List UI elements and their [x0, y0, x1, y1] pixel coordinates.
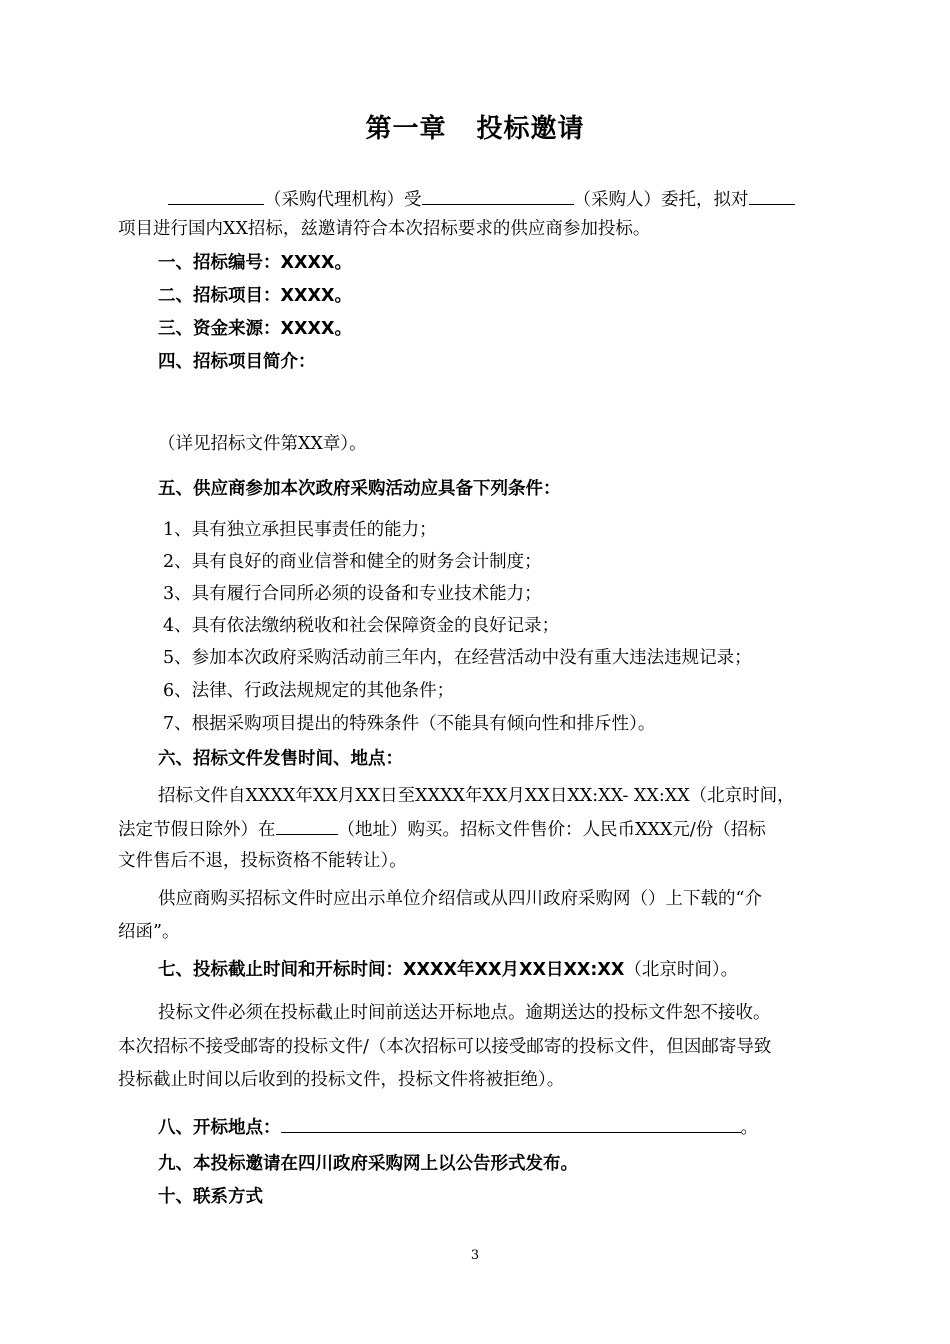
- intro-seg-2: （采购人）委托，拟对: [573, 190, 749, 210]
- page-number: 3: [470, 1248, 480, 1263]
- section-3: 三、资金来源：XXXX。: [158, 319, 352, 339]
- sale-line-2a: 法定节假日除外）在: [118, 820, 276, 840]
- section-5: 五、供应商参加本次政府采购活动应具备下列条件：: [158, 479, 561, 499]
- sale-line-2: [118, 816, 766, 842]
- section-2: 二、招标项目：XXXX。: [158, 286, 352, 306]
- agency-blank: [168, 186, 264, 205]
- address-blank: [276, 816, 338, 835]
- condition-item: 4、具有依法缴纳税收和社会保障资金的良好记录；: [163, 616, 560, 636]
- page-title: [0, 108, 950, 145]
- condition-item: 7、根据采购项目提出的特殊条件（不能具有倾向性和排斥性）。: [163, 714, 656, 734]
- title-chapter: 第一章: [365, 114, 447, 144]
- section-4-note: （详见招标文件第XX章）。: [158, 434, 367, 454]
- deadline-line-2: 本次招标不接受邮寄的投标文件/（本次招标可以接受邮寄的投标文件，但因邮寄导致: [118, 1037, 772, 1057]
- sale-line-5: 绍函”。: [118, 922, 180, 942]
- intro-seg-1: （采购代理机构）受: [264, 190, 422, 210]
- section-6: 六、招标文件发售时间、地点：: [158, 749, 403, 769]
- purchaser-blank: [422, 186, 574, 205]
- section-9: 九、本投标邀请在四川政府采购网上以公告形式发布。: [158, 1154, 578, 1174]
- condition-item: 3、具有履行合同所必须的设备和专业技术能力；: [163, 584, 542, 604]
- intro-line-1: [168, 186, 795, 212]
- sale-line-1: 招标文件自XXXX年XX月XX日至XXXX年XX月XX日XX:XX- XX:XX（北京时间，: [158, 786, 795, 806]
- section-7-label: 七、投标截止时间和开标时间：XXXX年XX月XX日XX:XX: [158, 960, 625, 980]
- section-4: 四、招标项目简介：: [158, 352, 316, 372]
- deadline-line-3: 投标截止时间以后收到的投标文件，投标文件将被拒绝）。: [118, 1070, 565, 1090]
- sale-line-3: 文件售后不退，投标资格不能转让）。: [118, 851, 407, 871]
- intro-line-2: 项目进行国内XX招标，兹邀请符合本次招标要求的供应商参加投标。: [118, 219, 651, 239]
- section-8: [158, 1114, 758, 1140]
- condition-item: 6、法律、行政法规规定的其他条件；: [163, 681, 455, 701]
- deadline-line-1: 投标文件必须在投标截止时间前送达开标地点。逾期送达的投标文件恕不接收。: [158, 1003, 771, 1023]
- condition-item: 5、参加本次政府采购活动前三年内，在经营活动中没有重大违法违规记录；: [163, 648, 752, 668]
- sale-line-4: 供应商购买招标文件时应出示单位介绍信或从四川政府采购网（）上下载的“介: [158, 889, 762, 909]
- section-7: [158, 958, 738, 982]
- condition-item: 2、具有良好的商业信誉和健全的财务会计制度；: [163, 552, 542, 572]
- section-10: 十、联系方式: [158, 1187, 263, 1207]
- condition-item: 1、具有独立承担民事责任的能力；: [163, 520, 437, 540]
- section-1: 一、招标编号：XXXX。: [158, 253, 352, 273]
- project-blank: [749, 186, 795, 205]
- title-text: 投标邀请: [476, 114, 585, 144]
- section-8-tail: 。: [740, 1118, 758, 1138]
- bid-opening-location-blank: [281, 1114, 741, 1133]
- section-7-tail: （北京时间）。: [624, 960, 739, 980]
- sale-line-2b: （地址）购买。招标文件售价：人民币XXX元/份（招标: [337, 820, 766, 840]
- section-8-label: 八、开标地点：: [158, 1118, 281, 1138]
